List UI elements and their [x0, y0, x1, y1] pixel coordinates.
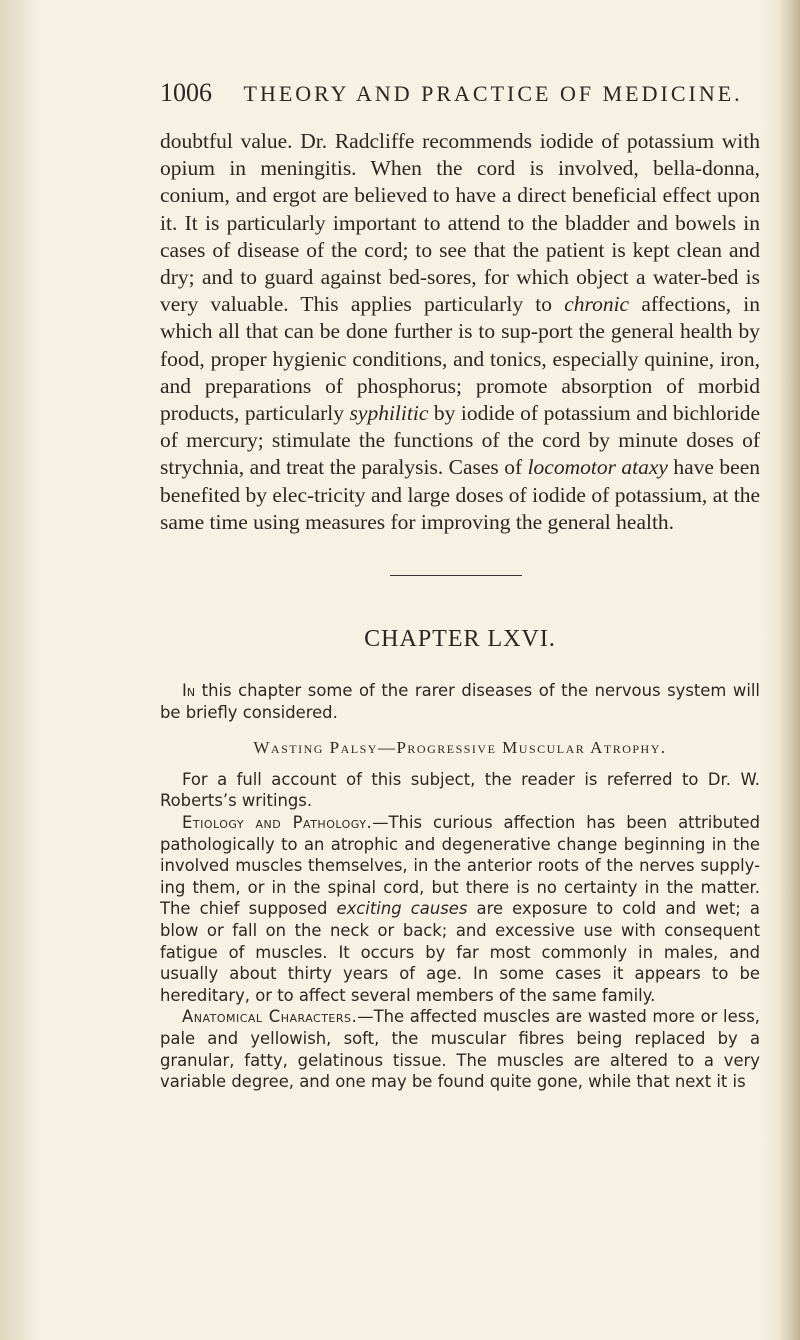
chapter-body — [160, 680, 760, 1093]
etiology-paragraph — [160, 812, 760, 1006]
section-divider-rule — [390, 575, 522, 576]
intro-lead-word: In — [182, 681, 196, 700]
anatomical-paragraph — [160, 1006, 760, 1092]
paragraph-body — [160, 128, 760, 536]
running-title: THEORY AND PRACTICE OF MEDICINE. — [243, 81, 743, 106]
italic-term-locomotor-ataxy: locomotor ataxy — [527, 455, 668, 480]
text-run: are exposure to cold and wet; a blow or fall on the neck or back; and excessive use with consequent fatigue of muscles. It occurs by far most commonly in males, and usually about thirty years of age. In some cases it appears to be hereditary, or to affect several members of the same family. — [160, 899, 760, 1005]
intro-text: this chapter some of the rarer diseases of the nervous system will be briefly considered. — [160, 681, 760, 722]
text-run: have been benefited by elec-tricity and large doses of iodide of potassium, at the same time using measures for improving the general health. — [160, 455, 760, 534]
text-run: affections, in which all that can be done further is to sup-port the general health by food, proper hygienic conditions, and tonics, especially quinine, iron, and preparations of phosphorus; promote absorption of morbid products, particularly — [160, 292, 760, 426]
continued-paragraph — [160, 128, 760, 536]
text-run: by iodide of potassium and bichloride of mercury; stimulate the functions of the cord by minute doses of strychnia, and treat the paralysis. Cases of — [160, 401, 760, 480]
italic-term-chronic: chronic — [564, 292, 630, 317]
anatomical-label: Anatomical Characters. — [182, 1007, 358, 1027]
intro-paragraph — [160, 680, 760, 723]
etiology-label: Etiology and Pathology. — [182, 812, 373, 832]
text-run: —The affected muscles are wasted more or less, pale and yellowish, soft, the muscular fibres being replaced by a granular, fatty, gelatinous tissue. The muscles are altered to a very variable degree, and one may be found quite gone, while that next it is — [160, 1007, 760, 1092]
section-heading: Wasting Palsy—Progressive Muscular Atrophy. — [253, 738, 667, 758]
page-number: 1006 — [160, 78, 212, 107]
chapter-heading: CHAPTER LXVI. — [364, 626, 556, 652]
italic-term-exciting-causes: exciting causes — [336, 899, 468, 919]
text-run: —This curious affection has been attributed pathologically to an atrophic and degenerative change beginning in the involved muscles themselves, in the anterior roots of the nerves supply-ing them, or in the spinal cord, but there is no certainty in the matter. The chief supposed — [160, 812, 760, 919]
page-edge-shadow-left — [0, 0, 40, 1340]
italic-term-syphilitic: syphilitic — [349, 401, 429, 426]
page-edge-shadow-right — [778, 0, 800, 1340]
running-header — [160, 78, 743, 108]
reference-paragraph: For a full account of this subject, the reader is referred to Dr. W. Roberts’s writings. — [160, 769, 760, 811]
text-run: doubtful value. Dr. Radcliffe recommends iodide of potassium with opium in meningitis. When the cord is involved, bella-donna, conium, and ergot are believed to have a direct beneficial effect upon it. It is particularly important to attend to the bladder and bowels in cases of disease of the cord; to see that the patient is kept clean and dry; and to guard against bed-sores, for which object a water-bed is very valuable. This applies particularly to — [160, 129, 760, 317]
